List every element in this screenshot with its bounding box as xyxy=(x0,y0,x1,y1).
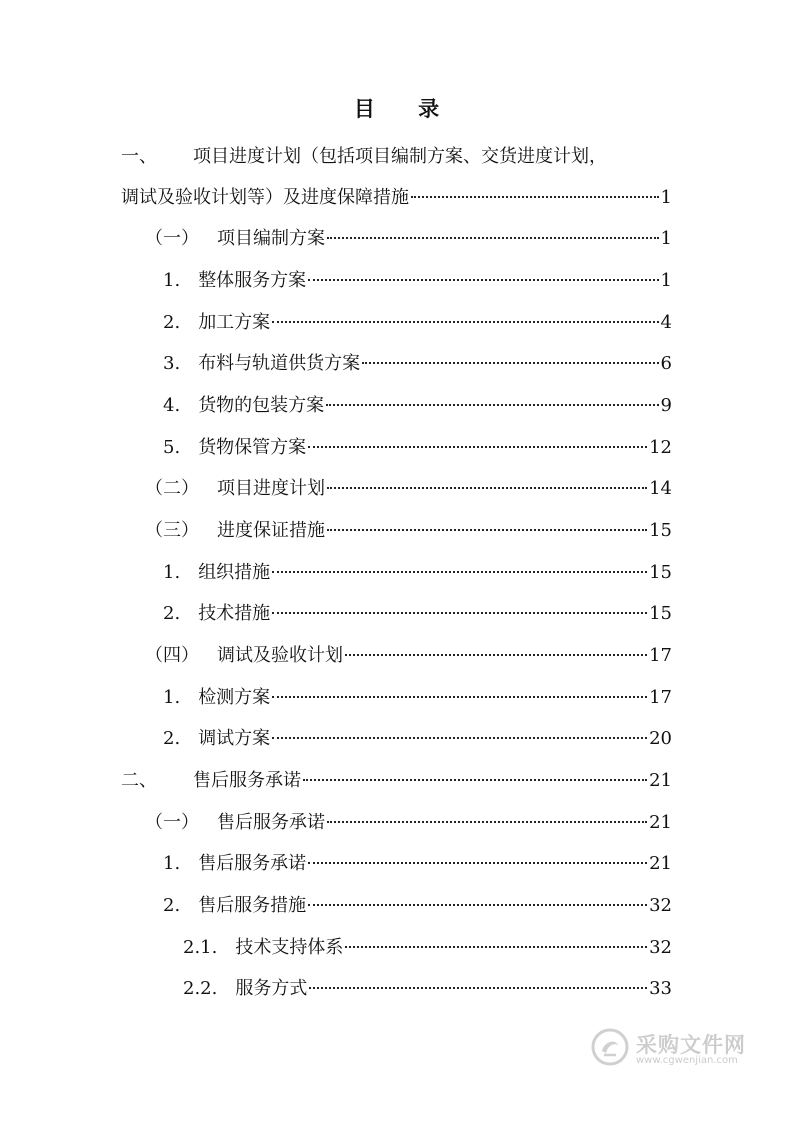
toc-leader xyxy=(272,571,647,573)
toc-page-number: 1 xyxy=(660,228,672,249)
toc-entry-text: 布料与轨道供货方案 xyxy=(198,353,361,374)
toc-page-number: 33 xyxy=(649,978,672,999)
toc-entry-label: 3. xyxy=(163,353,181,374)
toc-entry-label: 1. xyxy=(163,853,181,874)
toc-entry-label: 4. xyxy=(163,395,181,416)
toc-entry-text: 售后服务承诺 xyxy=(217,812,325,833)
toc-leader xyxy=(327,487,647,489)
toc-leader xyxy=(272,321,658,323)
toc-entry[interactable] xyxy=(163,727,672,751)
toc-leader xyxy=(327,237,659,239)
toc-entry[interactable] xyxy=(163,852,672,876)
watermark xyxy=(590,1025,755,1075)
toc-page-number: 21 xyxy=(649,853,672,874)
toc-entry-text: 检测方案 xyxy=(198,687,271,708)
watermark-name: 采购文件网 xyxy=(636,1033,746,1057)
toc-page-number: 15 xyxy=(649,603,672,624)
toc-entry-text: 项目编制方案 xyxy=(217,228,325,249)
toc-leader xyxy=(309,987,647,989)
toc-entry[interactable] xyxy=(145,811,672,835)
toc-page-number: 21 xyxy=(649,770,672,791)
toc-leader xyxy=(327,821,647,823)
toc-leader xyxy=(345,946,647,948)
toc-entry-text: 调试及验收计划等）及进度保障措施 xyxy=(121,187,409,208)
toc-page-number: 6 xyxy=(660,353,672,374)
toc-page-number: 17 xyxy=(649,645,672,666)
toc-page-number: 4 xyxy=(660,312,672,333)
toc-entry[interactable] xyxy=(145,477,672,501)
toc-page-number: 21 xyxy=(649,812,672,833)
toc-entry-label: 2.1. xyxy=(183,937,218,958)
toc-entry[interactable] xyxy=(163,561,672,585)
toc-entry-label: 2. xyxy=(163,728,181,749)
toc-entry[interactable] xyxy=(121,769,672,793)
toc-entry-label: 一、 xyxy=(121,146,157,167)
toc-entry-label: 2. xyxy=(163,312,181,333)
toc-page-number: 32 xyxy=(649,895,672,916)
toc-entry-text: 整体服务方案 xyxy=(198,270,307,291)
toc-leader xyxy=(308,446,647,448)
toc-entry-text: 项目进度计划（包括项目编制方案、交货进度计划， xyxy=(193,146,607,167)
toc-entry[interactable] xyxy=(145,519,672,543)
toc-entry[interactable] xyxy=(163,394,672,418)
toc-leader xyxy=(303,779,647,781)
watermark-url: www.cgwenjian.com xyxy=(636,1055,738,1066)
toc-leader xyxy=(308,279,658,281)
toc-entry-label: （三） xyxy=(145,520,199,541)
toc-entry-text: 项目进度计划 xyxy=(217,478,325,499)
toc-entry-label: 2.2. xyxy=(183,978,218,999)
toc-entry-label: 1. xyxy=(163,562,181,583)
toc-entry[interactable] xyxy=(163,352,672,376)
toc-page-number: 12 xyxy=(649,437,672,458)
toc-leader xyxy=(272,696,647,698)
toc-leader xyxy=(345,654,647,656)
toc-entry-text: 货物保管方案 xyxy=(198,437,307,458)
toc-entry-label: 二、 xyxy=(121,770,157,791)
toc-leader xyxy=(272,737,647,739)
toc-entry[interactable] xyxy=(145,227,672,251)
toc-entry-label: 2. xyxy=(163,895,181,916)
toc-entry-text: 加工方案 xyxy=(198,312,271,333)
toc-leader xyxy=(308,862,647,864)
toc-entry[interactable] xyxy=(183,977,672,1001)
toc-entry-label: （一） xyxy=(145,228,199,249)
cgwenjian-logo-icon xyxy=(590,1027,630,1067)
toc-page-number: 20 xyxy=(649,728,672,749)
toc-page-number: 9 xyxy=(660,395,672,416)
toc-entry-1-line-2[interactable] xyxy=(121,186,672,210)
toc-entry[interactable] xyxy=(163,602,672,626)
toc-entry-text: 调试方案 xyxy=(198,728,271,749)
toc-leader xyxy=(272,612,647,614)
toc-entry-label: （二） xyxy=(145,478,199,499)
toc-page-number: 17 xyxy=(649,687,672,708)
toc-entry-1-line-1[interactable] xyxy=(121,145,607,169)
toc-entry-text: 售后服务承诺 xyxy=(193,770,301,791)
toc-entry-text: 售后服务措施 xyxy=(198,895,307,916)
toc-entry-label: （四） xyxy=(145,645,199,666)
toc-entry[interactable] xyxy=(163,894,672,918)
toc-entry[interactable] xyxy=(163,436,672,460)
toc-entry-label: （一） xyxy=(145,812,199,833)
toc-leader xyxy=(362,362,658,364)
toc-entry-label: 1. xyxy=(163,270,181,291)
toc-entry[interactable] xyxy=(163,269,672,293)
toc-page-number: 1 xyxy=(660,187,672,208)
toc-entry-text: 服务方式 xyxy=(235,978,308,999)
toc-entry-text: 技术措施 xyxy=(198,603,271,624)
toc-page-number: 1 xyxy=(660,270,672,291)
toc-title: 目 录 xyxy=(353,96,458,121)
toc-entry-text: 货物的包装方案 xyxy=(198,395,325,416)
toc-leader xyxy=(308,904,647,906)
toc-entry-text: 调试及验收计划 xyxy=(217,645,343,666)
toc-page-number: 15 xyxy=(649,520,672,541)
toc-entry-text: 技术支持体系 xyxy=(235,937,344,958)
toc-entry[interactable] xyxy=(145,644,672,668)
toc-entry-label: 1. xyxy=(163,687,181,708)
toc-entry[interactable] xyxy=(163,311,672,335)
toc-entry-text: 组织措施 xyxy=(198,562,271,583)
toc-page-number: 15 xyxy=(649,562,672,583)
toc-page-number: 32 xyxy=(649,937,672,958)
toc-leader xyxy=(326,404,658,406)
toc-page-number: 14 xyxy=(649,478,672,499)
toc-leader xyxy=(411,196,659,198)
toc-entry-text: 进度保证措施 xyxy=(217,520,325,541)
toc-entry[interactable] xyxy=(183,936,672,960)
toc-entry[interactable] xyxy=(163,686,672,710)
toc-leader xyxy=(327,529,647,531)
toc-entry-text: 售后服务承诺 xyxy=(198,853,307,874)
toc-entry-label: 2. xyxy=(163,603,181,624)
toc-entry-label: 5. xyxy=(163,437,181,458)
